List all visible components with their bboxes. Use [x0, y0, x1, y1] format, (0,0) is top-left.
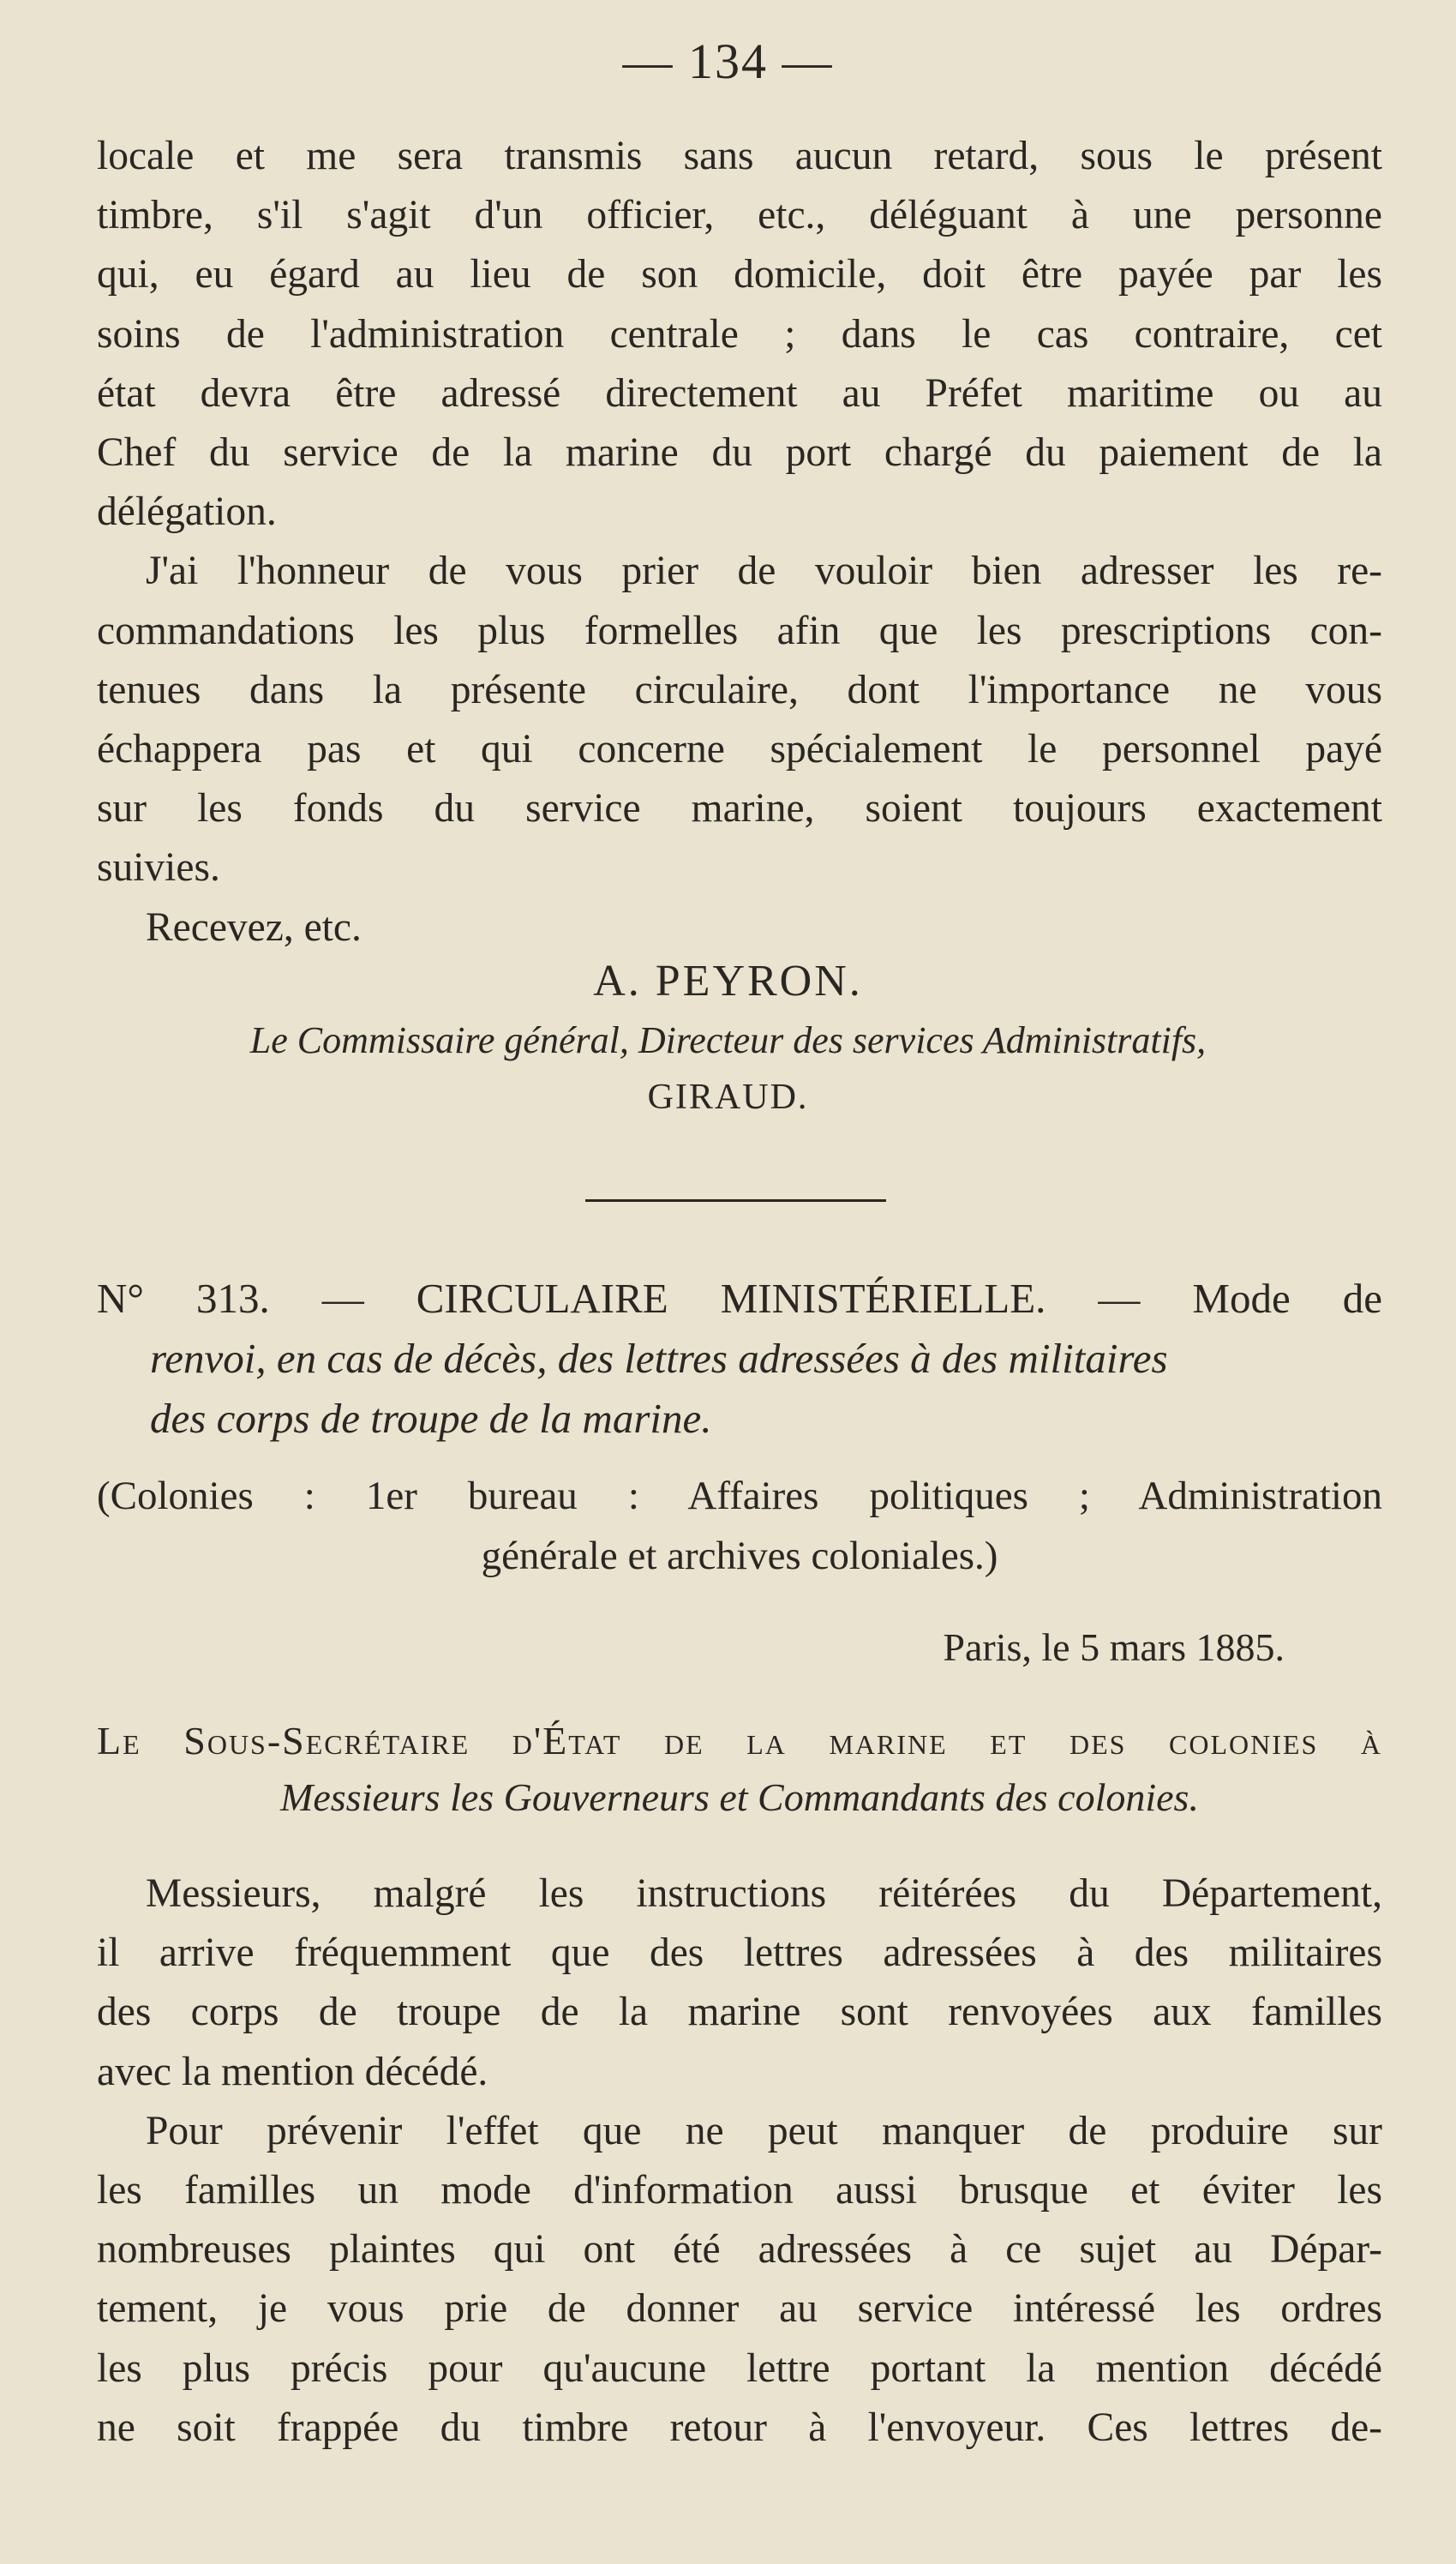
text-line: Pour prévenir l'effet que ne peut manquer de produire sur — [146, 2108, 1382, 2153]
paragraph-letters — [97, 1864, 1382, 2458]
section-divider — [585, 1199, 886, 1202]
text-line: tenues dans la présente circulaire, dont l'importance ne vous — [97, 667, 1382, 712]
text-line: timbre, s'il s'agit d'un officier, etc., déléguant à une personne — [97, 193, 1382, 238]
text-line: nombreuses plaintes qui ont été adressées à ce sujet au Dépar- — [97, 2227, 1382, 2273]
signature-name-secondary: GIRAUD. — [647, 1078, 809, 1117]
text-line: avec la mention décédé. — [97, 2049, 488, 2094]
paragraph-delegation — [97, 127, 1382, 958]
text-line: Messieurs, malgré les instructions réitérées du Département, — [146, 1871, 1382, 1916]
text-line: les plus précis pour qu'aucune lettre portant la mention décédé — [97, 2345, 1382, 2391]
page-number: — 134 — — [622, 33, 834, 89]
text-line: Chef du service de la marine du port chargé du paiement de la — [97, 430, 1382, 476]
text-line: soins de l'administration centrale ; dans le cas contraire, cet — [97, 311, 1382, 357]
text-line: qui, eu égard au lieu de son domicile, doit être payée par les — [97, 252, 1382, 297]
signature-name: A. PEYRON. — [593, 957, 863, 1006]
text-line: commandations les plus formelles afin que les prescriptions con- — [97, 608, 1382, 653]
text-line: ne soit frappée du timbre retour à l'envoyeur. Ces lettres de- — [97, 2405, 1382, 2450]
text-line: délégation. — [97, 489, 277, 535]
bureau-reference — [97, 1466, 1382, 1586]
text-line: tement, je vous prie de donner au service intéressé les ordres — [97, 2286, 1382, 2332]
text-line: les familles un mode d'information aussi brusque et éviter les — [97, 2168, 1382, 2213]
heading-line: renvoi, en cas de décès, des lettres adressées à des militaires — [150, 1335, 1168, 1382]
bureau-line: générale et archives coloniales.) — [481, 1534, 998, 1578]
text-line: échappera pas et qui concerne spécialement le personnel payé — [97, 727, 1382, 772]
text-line: locale et me sera transmis sans aucun retard, sous le présent — [97, 134, 1382, 178]
text-line: état devra être adressé directement au Préfet maritime ou au — [97, 370, 1382, 416]
heading-line: N° 313. — CIRCULAIRE MINISTÉRIELLE. — Mode de — [97, 1275, 1382, 1322]
address-line: Le Sous-Secrétaire d'État de la marine et des colonies à — [97, 1719, 1382, 1762]
circular-heading — [97, 1269, 1382, 1449]
text-line: suivies. — [97, 845, 220, 891]
address-block — [97, 1713, 1382, 1826]
heading-line: des corps de troupe de la marine. — [150, 1395, 712, 1442]
text-line: J'ai l'honneur de vous prier de vouloir bien adresser les re- — [146, 549, 1382, 594]
address-line: Messieurs les Gouverneurs et Commandants des colonies. — [280, 1775, 1199, 1819]
signature-title: Le Commissaire général, Directeur des services Administratifs, — [249, 1019, 1207, 1061]
bureau-line: (Colonies : 1er bureau : Affaires politiques ; Administration — [97, 1474, 1382, 1518]
text-line: sur les fonds du service marine, soient toujours exactement — [97, 786, 1382, 832]
text-line: il arrive fréquemment que des lettres adressées à des militaires — [97, 1931, 1382, 1976]
closing-line: Recevez, etc. — [146, 904, 362, 950]
text-line: des corps de troupe de la marine sont renvoyées aux familles — [97, 1990, 1382, 2035]
date-line: Paris, le 5 mars 1885. — [943, 1625, 1285, 1669]
